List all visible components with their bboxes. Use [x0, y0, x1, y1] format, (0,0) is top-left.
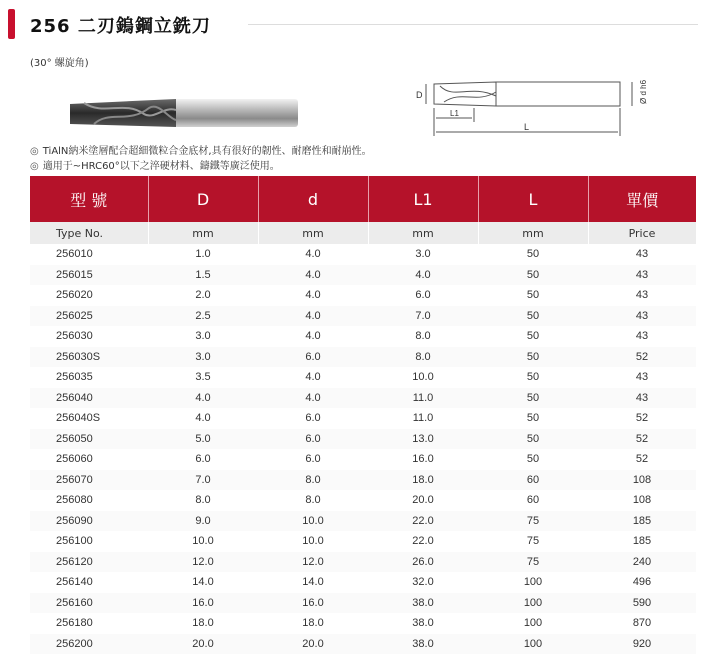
cell-type-no: 256070 — [30, 470, 148, 491]
table-row — [30, 511, 696, 532]
feature-item: ◎ 適用于~HRC60°以下之淬硬材料、鑄鐵等廣泛使用。 — [30, 161, 280, 172]
end-mill-photo — [64, 96, 300, 130]
cell-D: 3.0 — [148, 347, 258, 368]
table-row — [30, 408, 696, 429]
cell-price: 52 — [635, 453, 649, 466]
cell-price: 43 — [635, 371, 649, 384]
subheader-unit: mm — [478, 222, 588, 244]
cell-type-no: 256140 — [56, 576, 93, 589]
cell-d: 16.0 — [258, 593, 368, 614]
table-row — [30, 285, 696, 306]
cell-type-no: 256100 — [56, 535, 93, 548]
subheader-unit: mm — [368, 222, 478, 244]
cell-L1: 11.0 — [412, 412, 434, 425]
cell-d: 8.0 — [305, 494, 321, 507]
col-header-price: 單價 — [588, 176, 696, 222]
table-row — [30, 490, 696, 511]
cell-D: 6.0 — [195, 453, 211, 466]
cell-L: 100 — [478, 593, 588, 614]
title-divider — [248, 24, 698, 25]
cell-L: 75 — [478, 511, 588, 532]
dim-label-L: L — [524, 122, 530, 132]
cell-d: 6.0 — [258, 347, 368, 368]
title-bar — [8, 6, 702, 40]
cell-d: 12.0 — [258, 552, 368, 573]
cell-price: 185 — [588, 511, 696, 532]
cell-D: 14.0 — [192, 576, 214, 589]
cell-L: 50 — [526, 248, 540, 261]
col-header-L: L — [478, 176, 588, 222]
table-row — [30, 449, 696, 470]
cell-D: 16.0 — [148, 593, 258, 614]
cell-L: 50 — [478, 429, 588, 450]
col-header-L1: L1 — [368, 176, 478, 222]
col-header-d: d — [258, 176, 368, 222]
subheader-unit: mm — [258, 222, 368, 244]
table-row — [30, 470, 696, 491]
cell-price: 185 — [632, 535, 652, 548]
cell-L1: 22.0 — [412, 535, 434, 548]
cell-L: 50 — [526, 371, 540, 384]
cell-price: 108 — [588, 470, 696, 491]
cell-L: 75 — [526, 535, 540, 548]
cell-price: 870 — [632, 617, 652, 630]
feature-item: ◎ TiAlN納米塗層配合超細微粒合金底材,具有很好的韌性、耐磨性和耐崩性。 — [30, 146, 372, 157]
cell-D: 4.0 — [195, 412, 211, 425]
cell-L: 60 — [478, 470, 588, 491]
cell-price: 43 — [588, 388, 696, 409]
table-row — [30, 347, 696, 368]
cell-L1: 38.0 — [412, 617, 434, 630]
dim-label-D: D — [416, 90, 423, 100]
cell-d: 6.0 — [305, 412, 321, 425]
cell-price: 43 — [635, 330, 649, 343]
table-row — [30, 326, 696, 347]
cell-L: 75 — [478, 552, 588, 573]
cell-L: 60 — [526, 494, 540, 507]
cell-L1: 13.0 — [368, 429, 478, 450]
cell-d: 18.0 — [302, 617, 324, 630]
cell-type-no: 256010 — [56, 248, 93, 261]
cell-L: 50 — [478, 347, 588, 368]
cell-L1: 8.0 — [415, 330, 431, 343]
cell-price: 590 — [588, 593, 696, 614]
table-row — [30, 613, 696, 634]
cell-type-no: 256160 — [30, 593, 148, 614]
cell-D: 9.0 — [148, 511, 258, 532]
cell-L1: 8.0 — [368, 347, 478, 368]
cell-L1: 22.0 — [368, 511, 478, 532]
cell-type-no: 256090 — [30, 511, 148, 532]
bullet-icon: ◎ — [30, 161, 39, 172]
cell-d: 4.0 — [258, 306, 368, 327]
cell-L1: 6.0 — [415, 289, 431, 302]
feature-list — [30, 144, 372, 174]
cell-d: 10.0 — [258, 511, 368, 532]
cell-type-no: 256080 — [56, 494, 93, 507]
page-title: 256 二刃鎢鋼立銑刀 — [30, 16, 211, 37]
cell-D: 2.5 — [148, 306, 258, 327]
cell-type-no: 256040S — [56, 412, 101, 425]
cell-type-no: 256120 — [30, 552, 148, 573]
cell-D: 3.0 — [195, 330, 211, 343]
dim-label-L1: L1 — [450, 109, 459, 118]
cell-d: 10.0 — [302, 535, 324, 548]
cell-price: 43 — [635, 289, 649, 302]
cell-type-no: 256030S — [30, 347, 148, 368]
cell-price: 52 — [588, 429, 696, 450]
cell-price: 108 — [632, 494, 652, 507]
cell-type-no: 256050 — [30, 429, 148, 450]
table-row — [30, 244, 696, 265]
table-row — [30, 593, 696, 614]
cell-d: 4.0 — [258, 265, 368, 286]
cell-L: 50 — [526, 412, 540, 425]
table-row — [30, 531, 696, 552]
cell-type-no: 256030 — [56, 330, 93, 343]
subheader-type: Type No. — [30, 222, 148, 244]
cell-L: 50 — [526, 330, 540, 343]
title-accent-tab — [8, 9, 15, 39]
cell-price: 43 — [635, 248, 649, 261]
cell-type-no: 256060 — [56, 453, 93, 466]
cell-type-no: 256015 — [30, 265, 148, 286]
cell-D: 2.0 — [195, 289, 211, 302]
cell-D: 20.0 — [148, 634, 258, 655]
cell-L1: 32.0 — [412, 576, 434, 589]
cell-L1: 20.0 — [412, 494, 434, 507]
cell-L: 100 — [523, 617, 543, 630]
cell-L: 100 — [523, 576, 543, 589]
table-row — [30, 265, 696, 286]
table-body — [30, 244, 696, 654]
cell-L1: 38.0 — [368, 593, 478, 614]
cell-D: 7.0 — [148, 470, 258, 491]
cell-L1: 4.0 — [368, 265, 478, 286]
cell-type-no: 256025 — [30, 306, 148, 327]
table-row — [30, 552, 696, 573]
cell-type-no: 256040 — [30, 388, 148, 409]
cell-type-no: 256035 — [56, 371, 93, 384]
cell-D: 1.0 — [195, 248, 211, 261]
dim-label-dh6: Ø d h6 — [639, 79, 648, 104]
table-row — [30, 367, 696, 388]
table-row — [30, 572, 696, 593]
cell-d: 6.0 — [258, 429, 368, 450]
col-header-D: D — [148, 176, 258, 222]
cell-L: 50 — [478, 265, 588, 286]
cell-type-no: 256020 — [56, 289, 93, 302]
cell-price: 240 — [588, 552, 696, 573]
cell-D: 4.0 — [148, 388, 258, 409]
dimension-diagram — [404, 72, 664, 142]
cell-D: 3.5 — [195, 371, 211, 384]
cell-L1: 38.0 — [368, 634, 478, 655]
table-row — [30, 429, 696, 450]
cell-D: 12.0 — [148, 552, 258, 573]
cell-d: 6.0 — [305, 453, 321, 466]
cell-L: 50 — [526, 453, 540, 466]
spec-table — [30, 176, 697, 654]
cell-L1: 10.0 — [412, 371, 434, 384]
cell-price: 43 — [588, 265, 696, 286]
cell-L: 50 — [478, 388, 588, 409]
cell-L1: 26.0 — [368, 552, 478, 573]
table-row — [30, 306, 696, 327]
cell-L: 100 — [478, 634, 588, 655]
cell-d: 4.0 — [305, 289, 321, 302]
cell-d: 4.0 — [305, 330, 321, 343]
subheader-unit: mm — [148, 222, 258, 244]
cell-L1: 7.0 — [368, 306, 478, 327]
helix-angle-note: (30° 螺旋角) — [30, 58, 89, 69]
cell-L1: 18.0 — [368, 470, 478, 491]
cell-D: 8.0 — [195, 494, 211, 507]
cell-D: 10.0 — [192, 535, 214, 548]
table-row — [30, 388, 696, 409]
cell-L1: 11.0 — [368, 388, 478, 409]
cell-D: 1.5 — [148, 265, 258, 286]
cell-d: 4.0 — [305, 248, 321, 261]
cell-L: 50 — [526, 289, 540, 302]
cell-L1: 16.0 — [412, 453, 434, 466]
cell-L: 50 — [478, 306, 588, 327]
cell-d: 20.0 — [258, 634, 368, 655]
cell-price: 920 — [588, 634, 696, 655]
subheader-price: Price — [588, 222, 696, 244]
cell-D: 18.0 — [192, 617, 214, 630]
cell-d: 8.0 — [258, 470, 368, 491]
col-header-type: 型 號 — [30, 176, 148, 222]
table-row — [30, 634, 696, 655]
cell-price: 52 — [588, 347, 696, 368]
cell-D: 5.0 — [148, 429, 258, 450]
cell-d: 4.0 — [305, 371, 321, 384]
cell-d: 14.0 — [302, 576, 324, 589]
cell-price: 52 — [635, 412, 649, 425]
cell-L1: 3.0 — [415, 248, 431, 261]
cell-price: 496 — [632, 576, 652, 589]
cell-d: 4.0 — [258, 388, 368, 409]
cell-type-no: 256180 — [56, 617, 93, 630]
cell-type-no: 256200 — [30, 634, 148, 655]
cell-price: 43 — [588, 306, 696, 327]
bullet-icon: ◎ — [30, 146, 39, 157]
